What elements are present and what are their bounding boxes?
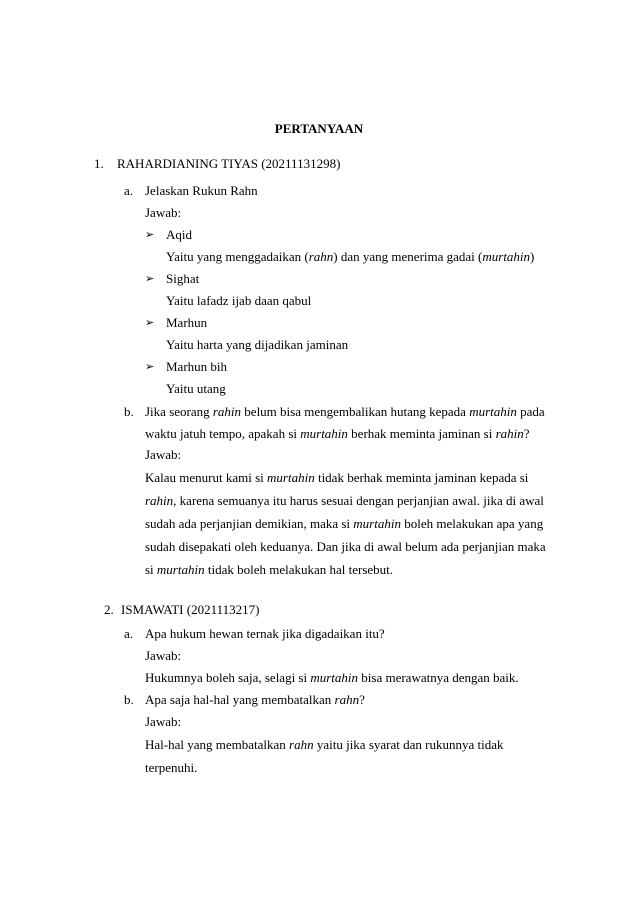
s1-qb-answer-line2: rahin, karena semuanya itu harus sesuai dengan perjanjian awal. jika di awal — [145, 493, 544, 508]
arrow-bullet-icon: ➢ — [145, 360, 155, 373]
rukun-item-desc: Yaitu yang menggadaikan (rahn) dan yang menerima gadai (murtahin) — [166, 249, 535, 264]
section1-number: 1. — [94, 156, 104, 171]
s2-qb-question: Apa saja hal-hal yang membatalkan rahn? — [145, 692, 365, 707]
rukun-item-name: Sighat — [166, 271, 200, 286]
s1-qb-answer-line4: sudah disepakati oleh keduanya. Dan jika di awal belum ada perjanjian maka — [145, 539, 546, 554]
rukun-item-desc: Yaitu utang — [166, 381, 226, 396]
s1-qa-answer-label: Jawab: — [145, 205, 182, 220]
s1-qb-answer-line1: Kalau menurut kami si murtahin tidak berhak meminta jaminan kepada si — [145, 470, 529, 485]
arrow-bullet-icon: ➢ — [145, 316, 155, 329]
s1-qb-question-line1: Jika seorang rahin belum bisa mengembalikan hutang kepada murtahin pada — [145, 404, 545, 419]
s2-qa-label: a. — [124, 626, 134, 641]
rukun-item-name: Aqid — [166, 227, 192, 242]
section2-number: 2. — [104, 602, 114, 617]
rukun-item-desc: Yaitu harta yang dijadikan jaminan — [166, 337, 349, 352]
s1-qa-question: Jelaskan Rukun Rahn — [145, 183, 258, 198]
s2-qa-question: Apa hukum hewan ternak jika digadaikan itu? — [145, 626, 385, 641]
s2-qb-answer-line1: Hal-hal yang membatalkan rahn yaitu jika syarat dan rukunnya tidak — [145, 737, 504, 752]
arrow-bullet-icon: ➢ — [145, 272, 155, 285]
rukun-item-desc: Yaitu lafadz ijab daan qabul — [166, 293, 312, 308]
page-title: PERTANYAAN — [274, 121, 364, 136]
section1-heading: RAHARDIANING TIYAS (20211131298) — [117, 156, 341, 171]
s2-qa-answer-label: Jawab: — [145, 648, 182, 663]
section2-heading: ISMAWATI (2021113217) — [121, 602, 260, 617]
s1-qb-answer-label: Jawab: — [145, 447, 182, 462]
s1-qb-answer-line5: si murtahin tidak boleh melakukan hal tersebut. — [145, 562, 394, 577]
s2-qb-answer-line2: terpenuhi. — [145, 760, 198, 775]
s2-qb-label: b. — [124, 692, 134, 707]
s2-qa-answer: Hukumnya boleh saja, selagi si murtahin bisa merawatnya dengan baik. — [145, 670, 519, 685]
arrow-bullet-icon: ➢ — [145, 228, 155, 241]
rukun-item-name: Marhun bih — [166, 359, 228, 374]
s1-qa-label: a. — [124, 183, 134, 198]
s1-qb-label: b. — [124, 404, 134, 419]
s1-qb-answer-line3: sudah ada perjanjian demikian, maka si murtahin boleh melakukan apa yang — [145, 516, 544, 531]
s2-qb-answer-label: Jawab: — [145, 714, 182, 729]
rukun-item-name: Marhun — [166, 315, 208, 330]
s1-qb-question-line2: waktu jatuh tempo, apakah si murtahin berhak meminta jaminan si rahin? — [145, 426, 530, 441]
